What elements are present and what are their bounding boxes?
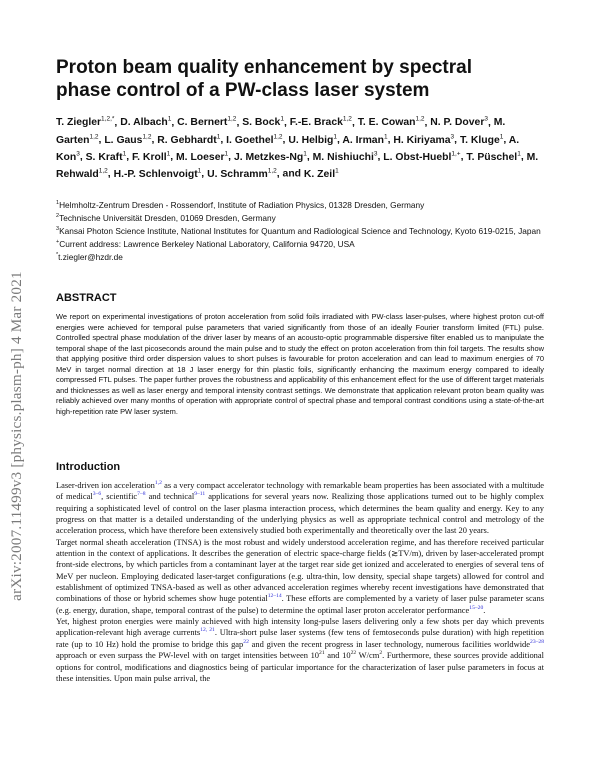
author-name: U. Helbig$^1$ (288, 133, 337, 146)
citation-ref[interactable]: 12–14 (267, 593, 282, 600)
abstract-text: We report on experimental investigations of proton acceleration from solid foils irradiated with PW-class laser-pulses, where highest proton cut-off energies were achieved for temporal pulse parameters that varied significantly from those of an ideally Fourier transform limited (FTL) pulse. Controlled spectral phase modulation of the driver laser by means of an acousto-optic programmable dispersive filter enabled us to manipulate the temporal shape of the last picoseconds around the main pulse and to study the effect on proton acceleration from thin foil targets. The results show that applying positive third order dispersion values to short pulses is favourable for proton acceleration and can lead to maximum energies of 70 MeV in target normal direction at 18 J laser energy for thin plastic foils, significantly enhancing the maximum energy compared to ideally compressed FTL pulses. The paper further proves the robustness and applicability of this enhancement effect for the use of different target materials and thicknesses as well as laser energy and temporal intensity contrast settings. We demonstrate that application relevant proton beam quality was reliably achieved over many months of operation with appropriate control of spectral phase and temporal contrast conditions using a state-of-the-art high-repetition rate PW laser system. (56, 312, 544, 416)
paper-title: Proton beam quality enhancement by spectral phase control of a PW-class laser system (56, 57, 472, 101)
author-name: L. Gaus$^{1,2}$ (104, 133, 152, 146)
abstract-heading: ABSTRACT (56, 292, 117, 304)
affiliation-line: $^2$Technische Universität Dresden, 01069 Dresden, Germany (56, 212, 276, 223)
affiliation-mark: 2 (56, 213, 60, 220)
author-name: A. Kon$^3$ (56, 134, 520, 163)
author-affiliation-mark: 1 (333, 133, 337, 141)
author-affiliation-mark: 1 (224, 150, 229, 158)
arxiv-identifier-stamp (2, 176, 32, 696)
author-name: F.-E. Brack$^{1,2}$ (289, 116, 352, 129)
author-affiliation-mark: 1 (216, 133, 221, 141)
citation-ref[interactable]: 7–8 (137, 491, 146, 498)
author-name: T. Kluge$^1$ (459, 133, 504, 146)
author-name: I. Goethel$^{1,2}$ (226, 133, 283, 146)
citation-ref[interactable]: 9–11 (194, 491, 206, 498)
affiliation-line: $^1$Helmholtz-Zentrum Dresden - Rossendorf, Institute of Radiation Physics, 01328 Dresden, Germany (56, 199, 425, 210)
author-affiliation-mark: 1 (122, 150, 127, 158)
citation-ref[interactable]: 12, 21 (200, 627, 215, 634)
author-name: R. Gebhardt$^1$ (157, 133, 221, 146)
intro-paragraph-2: Target normal sheath acceleration (TNSA) is the most robust and widely understood acceleration regime, and has therefore received particular attention in the context of applications. It describes the generation of electric space-charge fields (≳TV/m), driven by laser-accelerated prompt front-side electrons, by which particles from a contaminant layer at the target rear side get ionized and accelerated to energies of several tens of MeV per nucleon. Employing dedicated laser-target configurations (e.g. ultra-thin, low density, special shape targets) allowed for control and establishment of optimized TNSA-based as well as other advanced acceleration regimes whereby recent investigations have demonstrated that combinations of those or hybrid schemes show huge potential$^{12-14}$. These efforts are complemented by a variety of laser pulse parameter scans (e.g. energy, duration, shape, temporal contrast of the pulse) to determine the optimal laser proton accelerator performance$^{15-20}$. (56, 536, 544, 615)
author-affiliation-mark: 3 (450, 133, 455, 141)
arxiv-identifier-text: arXiv:2007.11499v3 [physics.plasm-ph] 4 Mar 2021 (8, 271, 25, 601)
author-affiliation-mark: 1,2,* (101, 116, 115, 123)
intro-paragraph-1: Laser-driven ion acceleration$^{1,2}$ as a very compact accelerator technology with remarkable beam properties has been associated with a multitude of medical$^{3-6}$, scientific$^{7-8}$ and technical$^{9-11}$ applications for several years now. Realizing those applications turned out to be highly complex requiring a sophisticated level of control on the laser plasma interaction process, which determines the beam quality and energy. Key to any progress on that matter is a detailed understanding of the underlying physics as well as appropriate technical control and metrology of the acceleration process, which have therefore been extensively studied both experimentally and theoretically over the last 20 years. (56, 480, 544, 536)
superscript: 21 (319, 650, 325, 657)
author-name: F. Kroll$^1$ (131, 150, 171, 163)
author-affiliation-mark: 1 (197, 167, 202, 175)
author-affiliation-mark: 1 (280, 116, 284, 123)
affiliation-mark: + (56, 239, 60, 246)
author-name: J. Metzkes-Ng$^1$ (233, 150, 307, 163)
affiliation-list (56, 198, 544, 263)
author-affiliation-mark: 1,2 (142, 133, 152, 141)
introduction-body (56, 480, 544, 684)
author-name: H.-P. Schlenvoigt$^1$ (113, 167, 202, 180)
author-list: T. Ziegler$^{1,2,*}$, D. Albach$^1$, C. Bernert$^{1,2}$, S. Bock$^1$, F.-E. Brack$^{1,2}$, T. E. Cowan$^{1,2}$, N. P. Dover$^3$, M. Garten$^{1,2}$, L. Gaus$^{1,2}$, R. Gebhardt$^1$, I. Goethel$^{1,2}$, U. Helbig$^1$, A. Irman$^1$, H. Kiriyama$^3$, T. Kluge$^1$, A. Kon$^3$, S. Kraft$^1$, F. Kroll$^1$, M. Loeser$^1$, J. Metzkes-Ng$^1$, M. Nishiuchi$^3$, L. Obst-Huebl$^{1,+}$, T. Püschel$^1$, M. Rehwald$^{1,2}$, H.-P. Schlenvoigt$^1$, U. Schramm$^{1,2}$, and K. Zeil$^1$ (56, 116, 539, 180)
author-affiliation-mark: 3 (373, 150, 378, 158)
citation-ref[interactable]: 3–6 (92, 491, 102, 498)
author-affiliation-mark: 3 (484, 116, 488, 123)
author-affiliation-mark: 1 (517, 150, 521, 158)
author-affiliation-mark: 1,+ (451, 150, 461, 158)
author-name: S. Kraft$^1$ (85, 150, 127, 163)
affiliation-mark: * (56, 252, 59, 259)
affiliation-line: $^3$Kansai Photon Science Institute, National Institutes for Quantum and Radiological Science and Technology, Kyoto 619-0215, Japan (56, 225, 541, 236)
citation-ref[interactable]: 1,2 (154, 480, 162, 487)
author-affiliation-mark: 1,2 (415, 116, 425, 123)
author-name: M. Garten$^{1,2}$ (56, 117, 506, 146)
author-affiliation-mark: 1 (499, 133, 504, 141)
author-affiliation-mark: 1,2 (273, 133, 283, 141)
author-affiliation-mark: 1,2 (98, 167, 108, 175)
affiliation-line: +Current address: Lawrence Berkeley National Laboratory, California 94720, USA (56, 238, 355, 249)
intro-paragraph-3: Yet, highest proton energies were mainly achieved with high intensity long-pulse lasers delivering only a few shots per day which prevents application-relevant high average currents$^{12, 21}$. Ultra-short pulse laser systems (few tens of femtoseconds pulse duration) with high repetition rate (up to 10 Hz) hold the promise to bridge this gap$^{22}$ and given the recent progress in laser technology, numerous facilities worldwide$^{23-28}$ approach or even surpass the PW-level with on target intensities between $10^{21}$ and $10^{22}$ $W/cm^2$. Furthermore, these sources provide additional options for control, modifications and diagnostics being of particular importance for the characterization of laser pulse parameters in focus at these intensities. Upon main pulse arrival, the (56, 616, 545, 683)
superscript: 2 (379, 650, 383, 657)
affiliation-line: *t.ziegler@hzdr.de (56, 252, 123, 263)
author-affiliation-mark: 1,2 (267, 167, 277, 175)
author-affiliation-mark: 1 (167, 116, 172, 123)
author-name: T. Ziegler$^{1,2,*}$ (56, 116, 115, 129)
author-name: N. P. Dover$^3$ (430, 116, 488, 129)
superscript: 22 (350, 650, 357, 657)
author-name: C. Bernert$^{1,2}$ (177, 116, 237, 129)
author-name: T. Püschel$^1$ (466, 150, 521, 163)
citation-ref[interactable]: 22 (243, 639, 249, 645)
author-name: D. Albach$^1$ (120, 116, 172, 129)
author-affiliation-mark: 1,2 (227, 116, 237, 123)
citation-ref[interactable]: 23–28 (530, 639, 544, 645)
author-affiliation-mark: 1,2 (89, 133, 99, 141)
author-name: K. Zeil$^1$ (303, 167, 339, 180)
citation-ref[interactable]: 15–20 (469, 604, 484, 611)
author-name: M. Nishiuchi$^3$ (312, 150, 378, 163)
author-name: L. Obst-Huebl$^{1,+}$ (383, 150, 461, 163)
author-name: S. Bock$^1$ (242, 116, 284, 129)
author-name: U. Schramm$^{1,2}$ (207, 167, 277, 180)
author-affiliation-mark: 1 (303, 150, 307, 158)
author-and: and (279, 168, 304, 180)
author-affiliation-mark: 1 (335, 167, 339, 175)
author-name: A. Irman$^1$ (342, 133, 388, 146)
author-name: M. Loeser$^1$ (176, 150, 229, 163)
author-affiliation-mark: 3 (76, 150, 80, 158)
affiliation-mark: 3 (56, 226, 60, 233)
affiliation-mark: 1 (56, 200, 60, 206)
author-affiliation-mark: 1,2 (342, 116, 352, 123)
author-affiliation-mark: 1 (166, 150, 171, 158)
author-name: H. Kiriyama$^3$ (393, 133, 455, 146)
author-name: M. Rehwald$^{1,2}$ (56, 151, 539, 180)
author-name: T. E. Cowan$^{1,2}$ (357, 116, 425, 129)
author-affiliation-mark: 1 (383, 133, 388, 141)
introduction-heading: Introduction (56, 461, 121, 473)
